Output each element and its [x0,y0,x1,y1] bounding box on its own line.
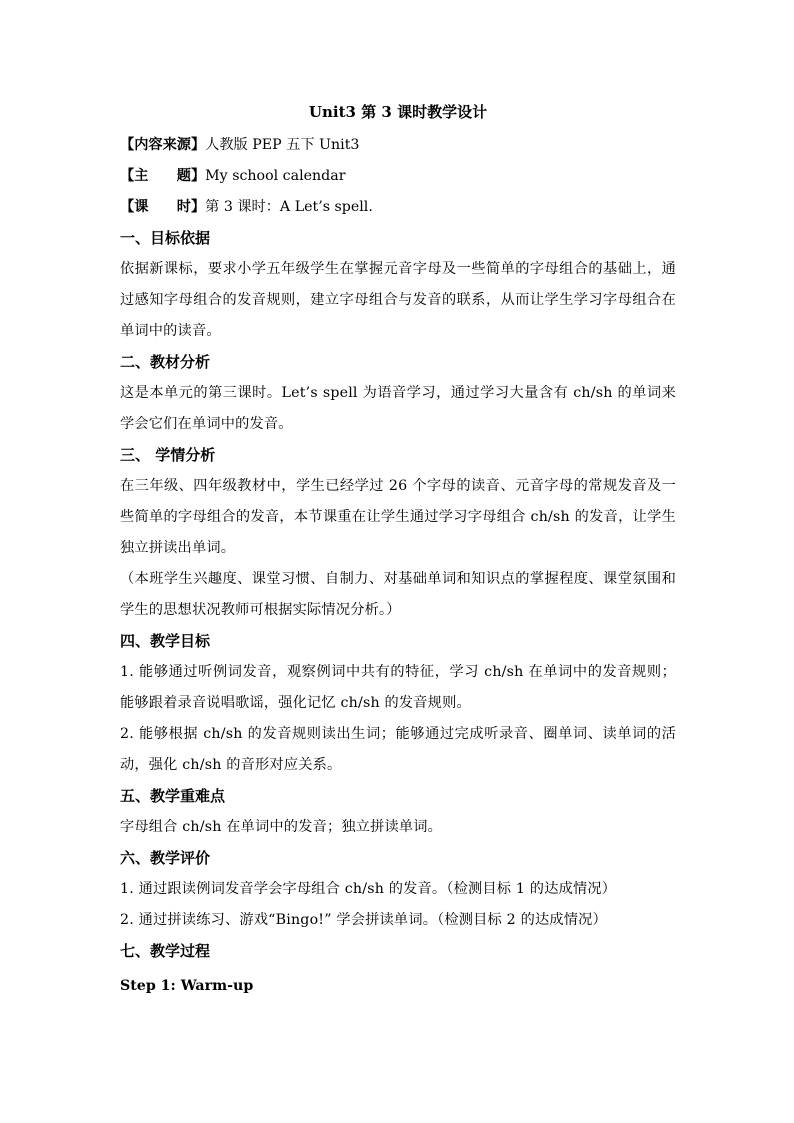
document-title: Unit3 第 3 课时教学设计 [308,103,488,121]
document-page [120,98,676,1002]
section-heading: 六、教学评价 [120,849,211,867]
meta-source [120,130,676,161]
section-paragraph: 在三年级、四年级教材中，学生已经学过 26 个字母的读音、元音字母的常规发音及一些简单的字母组合的发音，本节课重在让学生通过学习字母组合 ch/sh 的发音，让学生独立拼读出单词。 [120,478,676,556]
section-paragraph: （本班学生兴趣度、课堂习惯、自制力、对基础单词和知识点的掌握程度、课堂氛围和学生的思想状况教师可根据实际情况分析。） [120,571,676,618]
meta-source-value: 人教版 PEP 五下 Unit3 [205,137,360,153]
section-heading: 一、目标依据 [120,229,211,247]
section-heading: 五、教学重难点 [120,787,226,805]
section-paragraph: 这是本单元的第三课时。Let’s spell 为语音学习，通过学习大量含有 ch/sh 的单词来学会它们在单词中的发音。 [120,385,676,432]
section-paragraph: 1. 能够通过听例词发音，观察例词中共有的特征，学习 ch/sh 在单词中的发音规则；能够跟着录音说唱歌谣，强化记忆 ch/sh 的发音规则。 [120,664,676,711]
section-paragraph: 2. 通过拼读练习、游戏“Bingo!” 学会拼读单词。（检测目标 2 的达成情况） [120,912,607,928]
meta-period [120,192,676,223]
meta-period-value: 第 3 课时：A Let’s spell. [205,199,373,215]
section-paragraph: 字母组合 ch/sh 在单词中的发音；独立拼读单词。 [120,819,443,835]
meta-topic [120,161,676,192]
meta-topic-value: My school calendar [205,168,346,184]
meta-period-label: 【课 时】 [120,199,206,215]
section-heading: 三、 学情分析 [120,446,216,464]
step-heading: Step 1: Warm-up [120,978,254,994]
meta-topic-label: 【主 题】 [120,168,206,184]
section-paragraph: 1. 通过跟读例词发音学会字母组合 ch/sh 的发音。（检测目标 1 的达成情况） [120,881,617,897]
meta-source-label: 【内容来源】 [120,137,206,153]
section-heading: 四、教学目标 [120,632,211,650]
section-heading: 二、教材分析 [120,353,211,371]
section-paragraph: 依据新课标，要求小学五年级学生在掌握元音字母及一些简单的字母组合的基础上，通过感知字母组合的发音规则，建立字母组合与发音的联系，从而让学生学习字母组合在单词中的读音。 [120,261,676,339]
section-paragraph: 2. 能够根据 ch/sh 的发音规则读出生词；能够通过完成听录音、圈单词、读单词的活动，强化 ch/sh 的音形对应关系。 [120,726,676,773]
section-heading: 七、教学过程 [120,942,211,960]
